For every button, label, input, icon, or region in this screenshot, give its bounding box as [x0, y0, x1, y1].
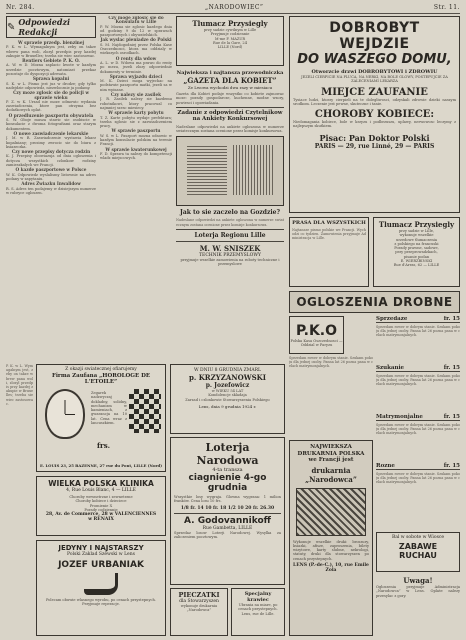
answer-text: P. Z. w K. Urzad nie moze odmowic wydania zaswiadczenia, ktore pan otrzyma bez dodatkowych oplat.	[6, 99, 96, 113]
pko-ad	[289, 316, 344, 354]
lottery-sub: 4-ta transza	[212, 467, 243, 473]
classified-category	[376, 414, 460, 421]
watch-text: Zegarek nadzwyczaj dokladny, solidny, mechanizm w kamieniach, z gwarancja na 10 lat. Cena wraz z lancuszkiem.	[91, 391, 127, 426]
watch-address: E. LOUIS 23, 25 BAZENNE, 27 rue du Pont, LILLE (Nord)	[39, 463, 163, 468]
obituary-top: W DNIU 8 GRUDNIA ZMARL	[193, 368, 262, 373]
notice-text: Ogloszenia przyjmuje Administracja „Narodowca” w Lens. Oplate nalezy przesylac z gory.	[376, 585, 460, 598]
answer-text: A. L. w D. Wdowa ma prawo do renty po mezu, jezeli zlozy odpowiednie dokumenty w terminie.	[100, 60, 172, 74]
text-line: Promienie X	[89, 503, 113, 508]
classified-category	[376, 316, 460, 323]
shoemaker-name: JOZEF URBANIAK	[58, 560, 144, 570]
zaufanie-title: MIEJCE ZAUFANIE	[321, 86, 428, 98]
answer-head: O przedluzenie paszportu obywatela	[8, 112, 94, 118]
clinic-addr2: w RENAIX	[88, 517, 114, 523]
text-line: E. WIERZBINSKI	[400, 259, 433, 264]
dance-ad	[376, 532, 460, 572]
translator2-ad	[373, 217, 460, 287]
pisac-line: Pisac: Pan Doktor Polski	[319, 132, 430, 143]
story-head: Jak to sie zaczelo na Gozdzie?	[179, 209, 281, 217]
sniszek-sub: TECHNIK PRZEMYSLOWY	[199, 252, 261, 258]
text-line: Rue d'Arras, 62 — LILLE	[393, 263, 440, 268]
gazeta-ad	[176, 70, 284, 105]
answer-head: W sprawie kwaterunkowej	[105, 146, 167, 152]
answer-text: W. S. w L. Paszport mozna odnowic w kazdym konsulacie polskim na terenie Francji.	[100, 133, 172, 147]
printing-text: Wykonuje wszelkie druki: broszury, ksiazki, afisze, zaproszenia, bilety wizytowe, karty slubne, nekrologi, statuty, druki dla stowarzyszen po cenach przystepnych.	[293, 539, 369, 561]
category-price: fr. 15	[443, 463, 460, 469]
answer-text: F. D. Sprawa ta nalezy do kompetencji wladz miejscowych.	[100, 151, 172, 161]
answers-list	[6, 41, 96, 195]
lottery-title: Loterja Narodowa	[196, 441, 259, 467]
category-text: Sprzedam rower w dobrym stanie. Szukam pokoju dla jednej osoby. Panna lat 26 pozna pana w celach matrymonjalnych.	[376, 374, 460, 387]
watch-checker	[129, 389, 161, 433]
answer-head: Czy moge zglosic sie do Konsulatu w Lille	[108, 16, 164, 25]
page-header	[6, 2, 460, 14]
survey-head: Zadanie z odpowiedzi Czytelnikow na Ankiety Konkursowej	[177, 109, 283, 123]
classifieds-title: OGLOSZENIA DROBNE	[296, 295, 453, 309]
text-line: Przyjmuje codziennie	[210, 32, 250, 37]
gazeta-headline: Najwieksza i najtansza przewodniczka	[176, 70, 284, 76]
text-line: wykonuje wszelkie	[399, 233, 434, 238]
shoemaker-text: Polecam obuwie wlasnego wyrobu, po cenach przystepnych. Przyjmuje reperacje.	[46, 598, 156, 607]
answers-title-box	[6, 16, 96, 38]
answer-text: S. K. w L. Pismo jest juz w drodze; gdy tylko nadejdzie odpowiedz, niezwlocznie ja podamy.	[6, 81, 96, 90]
dobrobyt-title2: DO WASZEGO DOMU,	[297, 52, 452, 67]
shoemaker-title: JEDYNY I NAJSTARSZY	[58, 544, 144, 552]
choroby-text: Niedomagania kobiece, bole w krzyzu i podbrzuszu, uplawy, nerwowosc leczymy z najlepszym skutkiem.	[293, 120, 456, 129]
notice-section	[376, 576, 460, 636]
lottery-prices: 1/8 fr. 14 10 fr. 18 1/2 10 20 fr. 26.30	[180, 505, 275, 511]
answer-head: O kazde paszportowe w Polsce	[15, 167, 87, 173]
classifieds-header	[289, 291, 460, 313]
category-text: Sprzedam rower w dobrym stanie. Szukam pokoju dla jednej osoby. Panna lat 26 pozna pana w celach matrymonjalnych.	[376, 325, 460, 338]
text-line: przy sadzie w Lille,	[398, 229, 434, 233]
survey-section	[176, 110, 284, 134]
tailor-ad	[231, 588, 285, 636]
answers-list-2	[100, 16, 172, 161]
clinic-sub: 4, Rue Louis Blanc, 4 — LILLE	[66, 488, 136, 493]
answer-head: Adres Zwiazku Inwalidow	[21, 181, 81, 187]
answer-text: T. Z. Karte pobytu wydaje prefektura; trzeba zglosic sie z zaswiadczeniem pracy.	[100, 115, 172, 129]
category-label: Matrymonjalne	[376, 414, 423, 420]
choroby-title: CHOROBY KOBIECE:	[314, 109, 435, 121]
answer-text: P. K. w L. Wymagalnym jest, zeby on takze wbrew pana woli, zlozyl przedpis przy kazdej zakupie w Bruxelles; trzeba sie wiec zastosowac.	[6, 45, 96, 58]
answer-head: W sprawie paszportu	[111, 128, 161, 134]
gazeta-text: Gazeta dla Kobiet podaje wszystko co kobiete zajmowac moze: porady gospodarcze, kuchenne, modne wzory, powiesci i opowiadania.	[176, 92, 284, 105]
godo-text: Sprzedaz losow Loterji Narodowej. Wysylka za zaliczeniem pocztowym.	[174, 530, 281, 539]
survey-image	[176, 136, 284, 206]
category-price: fr. 15	[443, 316, 460, 322]
column-answers-1	[6, 16, 96, 361]
category-price: fr. 15	[443, 414, 460, 420]
obituary-name: p. KRZYZANOWSKI	[188, 373, 267, 382]
dobrobyt-ad	[289, 16, 460, 213]
watch-ad	[36, 364, 166, 472]
quill-icon: ✎	[7, 21, 16, 33]
stamps-ad	[170, 588, 228, 636]
press-title: PRASA DLA WSZYSTKICH	[292, 220, 366, 226]
answers-title: Odpowiedzi Redakcji	[18, 17, 71, 37]
text-line: M-me F. MAZUR	[214, 36, 246, 41]
sniszek-ad	[176, 244, 284, 267]
lottery-ad	[170, 437, 285, 585]
lottery-text: Wszystkie losy wygraja. Glowna wygrana: 1 milion franków. Cena losu 10 frs.	[174, 495, 281, 504]
left-strip	[6, 364, 33, 636]
text-line: z polskiego na francuski	[394, 241, 439, 246]
pko-logo: P.K.O	[295, 322, 338, 339]
lottery-date: ciagnienie 4-go grudnia	[188, 473, 267, 493]
text-line: w WIEKU 54 LAT	[211, 389, 244, 393]
godo-sub: Rue Gambetta, LILLE	[202, 525, 253, 531]
dance-sub: Bal w sobote w Wiosce	[391, 535, 445, 540]
shoemaker-sub: Polski Zaklad Szewski w Lens	[67, 552, 135, 557]
answer-head: Czy nalezy sie zasilek	[110, 92, 162, 98]
category-text: Sprzedam rower w dobrym stanie. Szukam pokoju dla jednej osoby. Panna lat 26 pozna pana w celach matrymonjalnych.	[376, 423, 460, 436]
answer-head: Czy nowe przepisy dotycza rodzin	[11, 149, 91, 155]
answer-head: Jak wyslac pieniadze do Polski	[100, 37, 172, 43]
clinic-addr1: 28, Av. de Commerce, 28 w VALENCIENNES	[45, 512, 157, 518]
answer-head: O renty dla wdow	[115, 55, 157, 61]
answer-head: Czy moze zglosic sie do policji w sprawie wieku	[13, 90, 89, 100]
watch-price-unit: frs.	[97, 441, 111, 450]
dobrobyt-sub: Otworzcie drzwi DOBROBYTOWI i ZDROWIU	[311, 69, 438, 75]
watch-top: Z okazji swiatecznej ofiarujemy	[65, 367, 137, 372]
category-price: fr. 15	[443, 365, 460, 371]
obituary-mid: p. Jozefowicz	[205, 382, 250, 389]
answer-head: Sprawa wyjazdu dzieci	[109, 73, 163, 79]
lottery-line: Loterja Regionu Lille	[194, 231, 266, 239]
page-number: Str. 11.	[433, 4, 460, 11]
shoemaker-ad	[36, 540, 166, 636]
printing-name: drukarnia „Narodowca”	[305, 465, 357, 484]
classified-category	[376, 463, 460, 470]
watch-firm: Firma Zaufana „HOROLOGE DE L'ETOILE”	[51, 373, 151, 385]
newspaper-name: „NARODOWIEC”	[205, 4, 264, 11]
survey-text: Nadeslane odpowiedzi na ankiete ogloszona w numerze swiatecznym zostana ocenione przez komisje konkursowa.	[176, 124, 284, 134]
text-line: przy sadzie cywilnym w Lille	[203, 28, 257, 32]
category-label: Rozne	[376, 463, 395, 469]
text-line: LILLE (Nord)	[217, 45, 243, 50]
text-line: Zarzad i czlonkowie Stowarzyszenia Polskiego	[185, 397, 270, 402]
printing-ad	[289, 440, 373, 636]
obituary-ad	[170, 364, 285, 434]
obituary-place: Lens, dnia 9 grudnia 1924 r.	[198, 403, 257, 409]
translator-title: Tlumacz Przysiegly	[192, 19, 268, 28]
answer-text: S. W. Oboje musza stawic sie osobiscie w konsulacie z dwoma fotografiami oraz starym dokumentem.	[6, 118, 96, 131]
stamps-text: wykonuje drukarnia „Narodowca”	[180, 604, 218, 613]
godo-name: A. Godovannikoff	[184, 515, 271, 526]
printing-addr: LENS (P.-de-C.), 10, rue Emile Zola	[293, 562, 369, 573]
answer-text: R. S. Adres ten podajemy w dzisiejszym numerze w rubryce ogloszen.	[6, 186, 96, 195]
text-line: urzedowe tlumaczenia	[396, 237, 437, 242]
text-line: Choroby kobiece i dzieciece	[75, 499, 127, 504]
issue-number: Nr. 284.	[6, 4, 35, 11]
classifieds-left-text: Sprzedam rower w dobrym stanie. Szukam pokoju dla jednej osoby. Panna lat 26 pozna pana w celach matrymonjalnych.	[289, 356, 373, 369]
text-line: Kondolencje skladaja	[208, 393, 247, 398]
answer-head: O nowe zaswiadczenie lekarskie	[13, 130, 89, 136]
answer-text: M. K. Dzieci moga wyjechac na podstawie paszportu matki, jezeli sa w nim wpisane.	[100, 79, 172, 92]
story-text: Nadeslane odpowiedzi na ankiete ogloszona w numerze swiatecznym zostana ocenione przez komisje konkursowa.	[176, 218, 284, 227]
shoe-icon	[84, 573, 118, 595]
text-line: Rue de la Gare, 24	[212, 40, 247, 45]
obituary-lines	[174, 389, 281, 402]
dobrobyt-sub-text: JEZELI CIERPICIE NA PLUCA, NA NERKI, NA BOLE GLOWY, POSTEPUJCIE ZA ZALECENIAMI LEKARZA	[301, 75, 448, 84]
answer-text: K. J. Przepisy obowiazuja od dnia ogloszenia i dotycza wszystkich czlonkow rodziny zamieszkalych we Francji.	[6, 154, 96, 168]
translator-ad	[176, 16, 284, 66]
category-text: Sprzedam rower w dobrym stanie. Szukam pokoju dla jednej osoby. Panna lat 26 pozna pana w celach matrymonjalnych.	[376, 472, 460, 485]
stamps-sub: dla Stowarzyszen	[179, 599, 219, 604]
left-strip-text: P. K. w L. Wymagalnym jest, zeby on takze wbrew pana woli, zlozyl przedpis przy kazdej zakupie w Bruxelles; trzeba sie wiec zastosowac.	[6, 364, 33, 406]
press-ad	[289, 217, 369, 287]
answer-text: J. M. w R. Zaswiadczenie wystawia lekarz kopalniany; prosimy zwrocic sie do biura z ksiazeczka.	[6, 136, 96, 149]
category-label: Sprzedaze	[376, 316, 408, 322]
answer-text: S. M. Najdogodniej przez Polska Kase Oszczednosci, ktora ma oddzialy w wiekszych osrodkach.	[100, 42, 172, 56]
gazeta-title: „GAZETA DLA KOBIET”	[183, 76, 277, 85]
answer-head: W sprawie karty pobytu	[108, 110, 164, 116]
clinic-ad	[36, 476, 166, 536]
translator2-title: Tlumacz Przysiegly	[378, 220, 455, 229]
answer-text: J. R. Zasilek nalezy sie kazdemu robotnikowi, ktory pracowal co najmniej szesc miesiecy.	[100, 97, 172, 110]
stamps-title: PIECZATKI	[178, 591, 220, 599]
tailor-text: Ubrania na miare, po cenach przystepnych. Lens, rue de Lille.	[238, 603, 278, 616]
answer-head: Rentiers Gebiete P. K. O.	[22, 58, 80, 64]
dobrobyt-title1: DOBROBYT WEJDZIE	[329, 20, 420, 52]
answer-head: Sprawa kopalni	[32, 76, 70, 82]
paris-address: PARIS — 29, rue Linné, 29 — PARIS	[314, 142, 435, 150]
notice-title: Uwaga!	[403, 576, 433, 585]
answer-text: A. W. w D. Mozna zaplacic kwote w kazdym urzedzie pocztowym, natomiast przekaz pozostaje do dyspozycji adresata.	[6, 63, 96, 77]
printing-press-image	[296, 488, 366, 536]
zaufanie-text: Tysiace ludzi, ktorzy cierpieli na te dolegliwosci, odzyskali zdrowie dzieki naszym srodkom. Leczenie jest pewne, skuteczne i tanie.	[293, 97, 456, 106]
clinic-title: WIELKA POLSKA KLINIKA	[48, 479, 154, 488]
printing-title: NAJWIEKSZA DRUKARNIA POLSKA we Francji jest	[297, 444, 365, 463]
clinic-lines	[39, 495, 163, 512]
column-ads-center	[176, 16, 284, 361]
press-text: Najtansze pismo polskie we Francji. Wychodzi co tydzien. Zamowienia przyjmuje Administracja w Lille.	[292, 228, 366, 241]
answer-head: W sprawie przedp. bienzinej	[17, 40, 85, 45]
text-line: przy przeprowadzkach,	[395, 250, 438, 255]
watch-icon	[45, 389, 85, 439]
sniszek-text: przyjmuje wszelkie zamowienia na roboty techniczne i przemyslowe	[180, 257, 280, 267]
tailor-title: Specjalny krawiec	[244, 591, 272, 603]
answer-text: W. K. Odpowiedz wyslalismy listownie na adres podany w zapytaniu.	[6, 172, 96, 181]
pko-text: Polska Kasa Oszczednosci — Oddzial w Paryzu	[290, 338, 343, 347]
sniszek-name: M. W. SNISZEK	[199, 243, 261, 253]
classified-category	[376, 365, 460, 372]
translator2-lines	[376, 229, 457, 268]
dance-title: ZABAWE RUCHAU	[398, 542, 438, 560]
category-label: Szukanie	[376, 365, 405, 371]
gazeta-sub: Ze Lwowa wychodzi dwa razy w miesiacu	[187, 85, 273, 90]
answer-text: P. W. Mozna sie zglosic kazdego dnia od godziny 9 do 12 w sprawach paszportowych i obywatelskich.	[100, 24, 172, 38]
text-line: Porady prawne, sadowe,	[394, 246, 439, 251]
text-line: Choroby wewnetrzne i zewnetrzne	[69, 495, 133, 499]
text-line: pisanie podan	[403, 254, 430, 259]
translator-lines	[179, 28, 281, 49]
text-line: Porady codziennie	[84, 507, 118, 512]
column-answers-2	[100, 16, 172, 361]
